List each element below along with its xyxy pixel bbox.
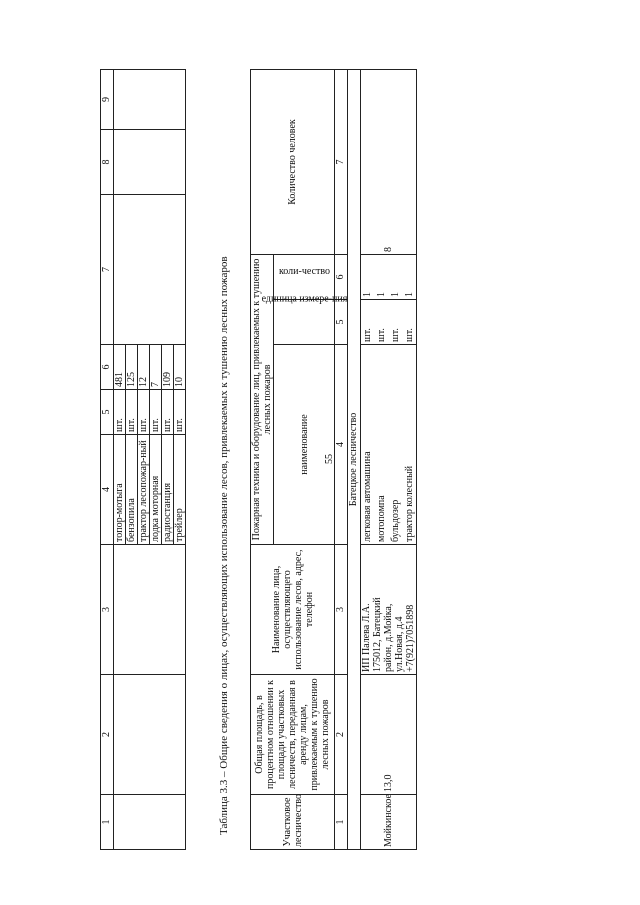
district-name: Мойкинское (361, 795, 417, 850)
person-address: ул.Новая, д.4 (394, 616, 405, 672)
person-name: ИП Палева Л.А. (361, 603, 372, 672)
header-area: Общая площадь, в процентном отношении к площади участковых лесничеств, переданная в аренду лицам, привлекаемым к тушению лесных пожаров (251, 675, 335, 795)
equipment-qty: 10 (174, 345, 186, 390)
equipment-name: мотопомпа (375, 345, 389, 545)
equipment-name: лодка моторная (150, 435, 162, 545)
header-person: Наименование лица, осуществляющего использование лесов, адрес, телефон (251, 545, 335, 675)
table-row (150, 70, 162, 850)
column-number: 1 (335, 795, 348, 850)
column-number: 7 (335, 69, 348, 254)
equipment-name: бензопила (126, 435, 138, 545)
column-number: 5 (335, 300, 348, 345)
equipment-qty: 1 (388, 254, 402, 299)
person-info (361, 545, 417, 675)
equipment-name: топор-мотыга (114, 435, 126, 545)
column-number: 3 (335, 545, 348, 675)
person-address: 175012, Батецкий (372, 597, 383, 672)
column-number-row (335, 69, 348, 849)
column-number: 6 (101, 345, 114, 390)
table-row (138, 70, 150, 850)
table-row (162, 70, 174, 850)
equipment-unit: шт. (402, 300, 416, 345)
table-caption: Таблица 3.3 – Общие сведения о лицах, осуществляющих использование лесов, привлекаемых к тушению лесных пожаров (218, 256, 230, 835)
equipment-qty: 109 (162, 345, 174, 390)
equipment-unit: шт. (114, 390, 126, 435)
equipment-unit: шт. (138, 390, 150, 435)
equipment-name: радиостанция (162, 435, 174, 545)
equipment-qty: 1 (375, 254, 389, 299)
equipment-name: трактор колесный (402, 345, 416, 545)
equipment-name: трактор лесопожар-ный (138, 435, 150, 545)
header-equipment-name: наименование (274, 345, 335, 545)
header-equipment: Пожарная техника и оборудование лиц, привлекаемых к тушению лесных пожаров (251, 254, 274, 544)
header-district: Участковое лесничество (251, 795, 335, 850)
column-number: 7 (101, 195, 114, 345)
table-row (126, 70, 138, 850)
table-row (114, 70, 126, 850)
section-row (348, 69, 361, 849)
area-percent: 13,0 (361, 675, 417, 795)
equipment-name: бульдозер (388, 345, 402, 545)
equipment-qty: 1 (361, 254, 375, 299)
column-number: 4 (101, 435, 114, 545)
equipment-qty: 12 (138, 345, 150, 390)
header-people-count: Количество человек (251, 69, 335, 254)
section-title: Батецкое лесничество (348, 69, 361, 849)
header-equipment-unit: единица измере-ния (274, 300, 335, 345)
column-number-row (101, 70, 114, 850)
equipment-qty: 125 (126, 345, 138, 390)
table-row (174, 70, 186, 850)
column-number: 5 (101, 390, 114, 435)
equipment-unit: шт. (126, 390, 138, 435)
equipment-unit: шт. (388, 300, 402, 345)
person-phone: +7(921)7051898 (405, 604, 416, 672)
column-number: 1 (101, 795, 114, 850)
column-number: 4 (335, 345, 348, 545)
equipment-unit: шт. (150, 390, 162, 435)
people-count: 8 (361, 69, 417, 254)
equipment-name: легковая автомашина (361, 345, 375, 545)
rotated-landscape-sheet (90, 50, 500, 855)
column-number: 9 (101, 70, 114, 130)
fire-resources-table (250, 69, 417, 850)
continuation-table (100, 69, 186, 850)
equipment-unit: шт. (361, 300, 375, 345)
column-number: 6 (335, 254, 348, 299)
equipment-qty: 1 (402, 254, 416, 299)
header-row (251, 69, 274, 849)
table-row (361, 69, 375, 849)
column-number: 2 (335, 675, 348, 795)
column-number: 2 (101, 675, 114, 795)
equipment-unit: шт. (162, 390, 174, 435)
column-number: 3 (101, 545, 114, 675)
equipment-qty: 7 (150, 345, 162, 390)
column-number: 8 (101, 130, 114, 195)
equipment-name: трейлер (174, 435, 186, 545)
header-equipment-qty: коли-чество (274, 254, 335, 299)
equipment-unit: шт. (375, 300, 389, 345)
page-number: 55 (324, 454, 335, 464)
equipment-unit: шт. (174, 390, 186, 435)
person-address: район, д.Мойка, (383, 603, 394, 672)
equipment-qty: 481 (114, 345, 126, 390)
